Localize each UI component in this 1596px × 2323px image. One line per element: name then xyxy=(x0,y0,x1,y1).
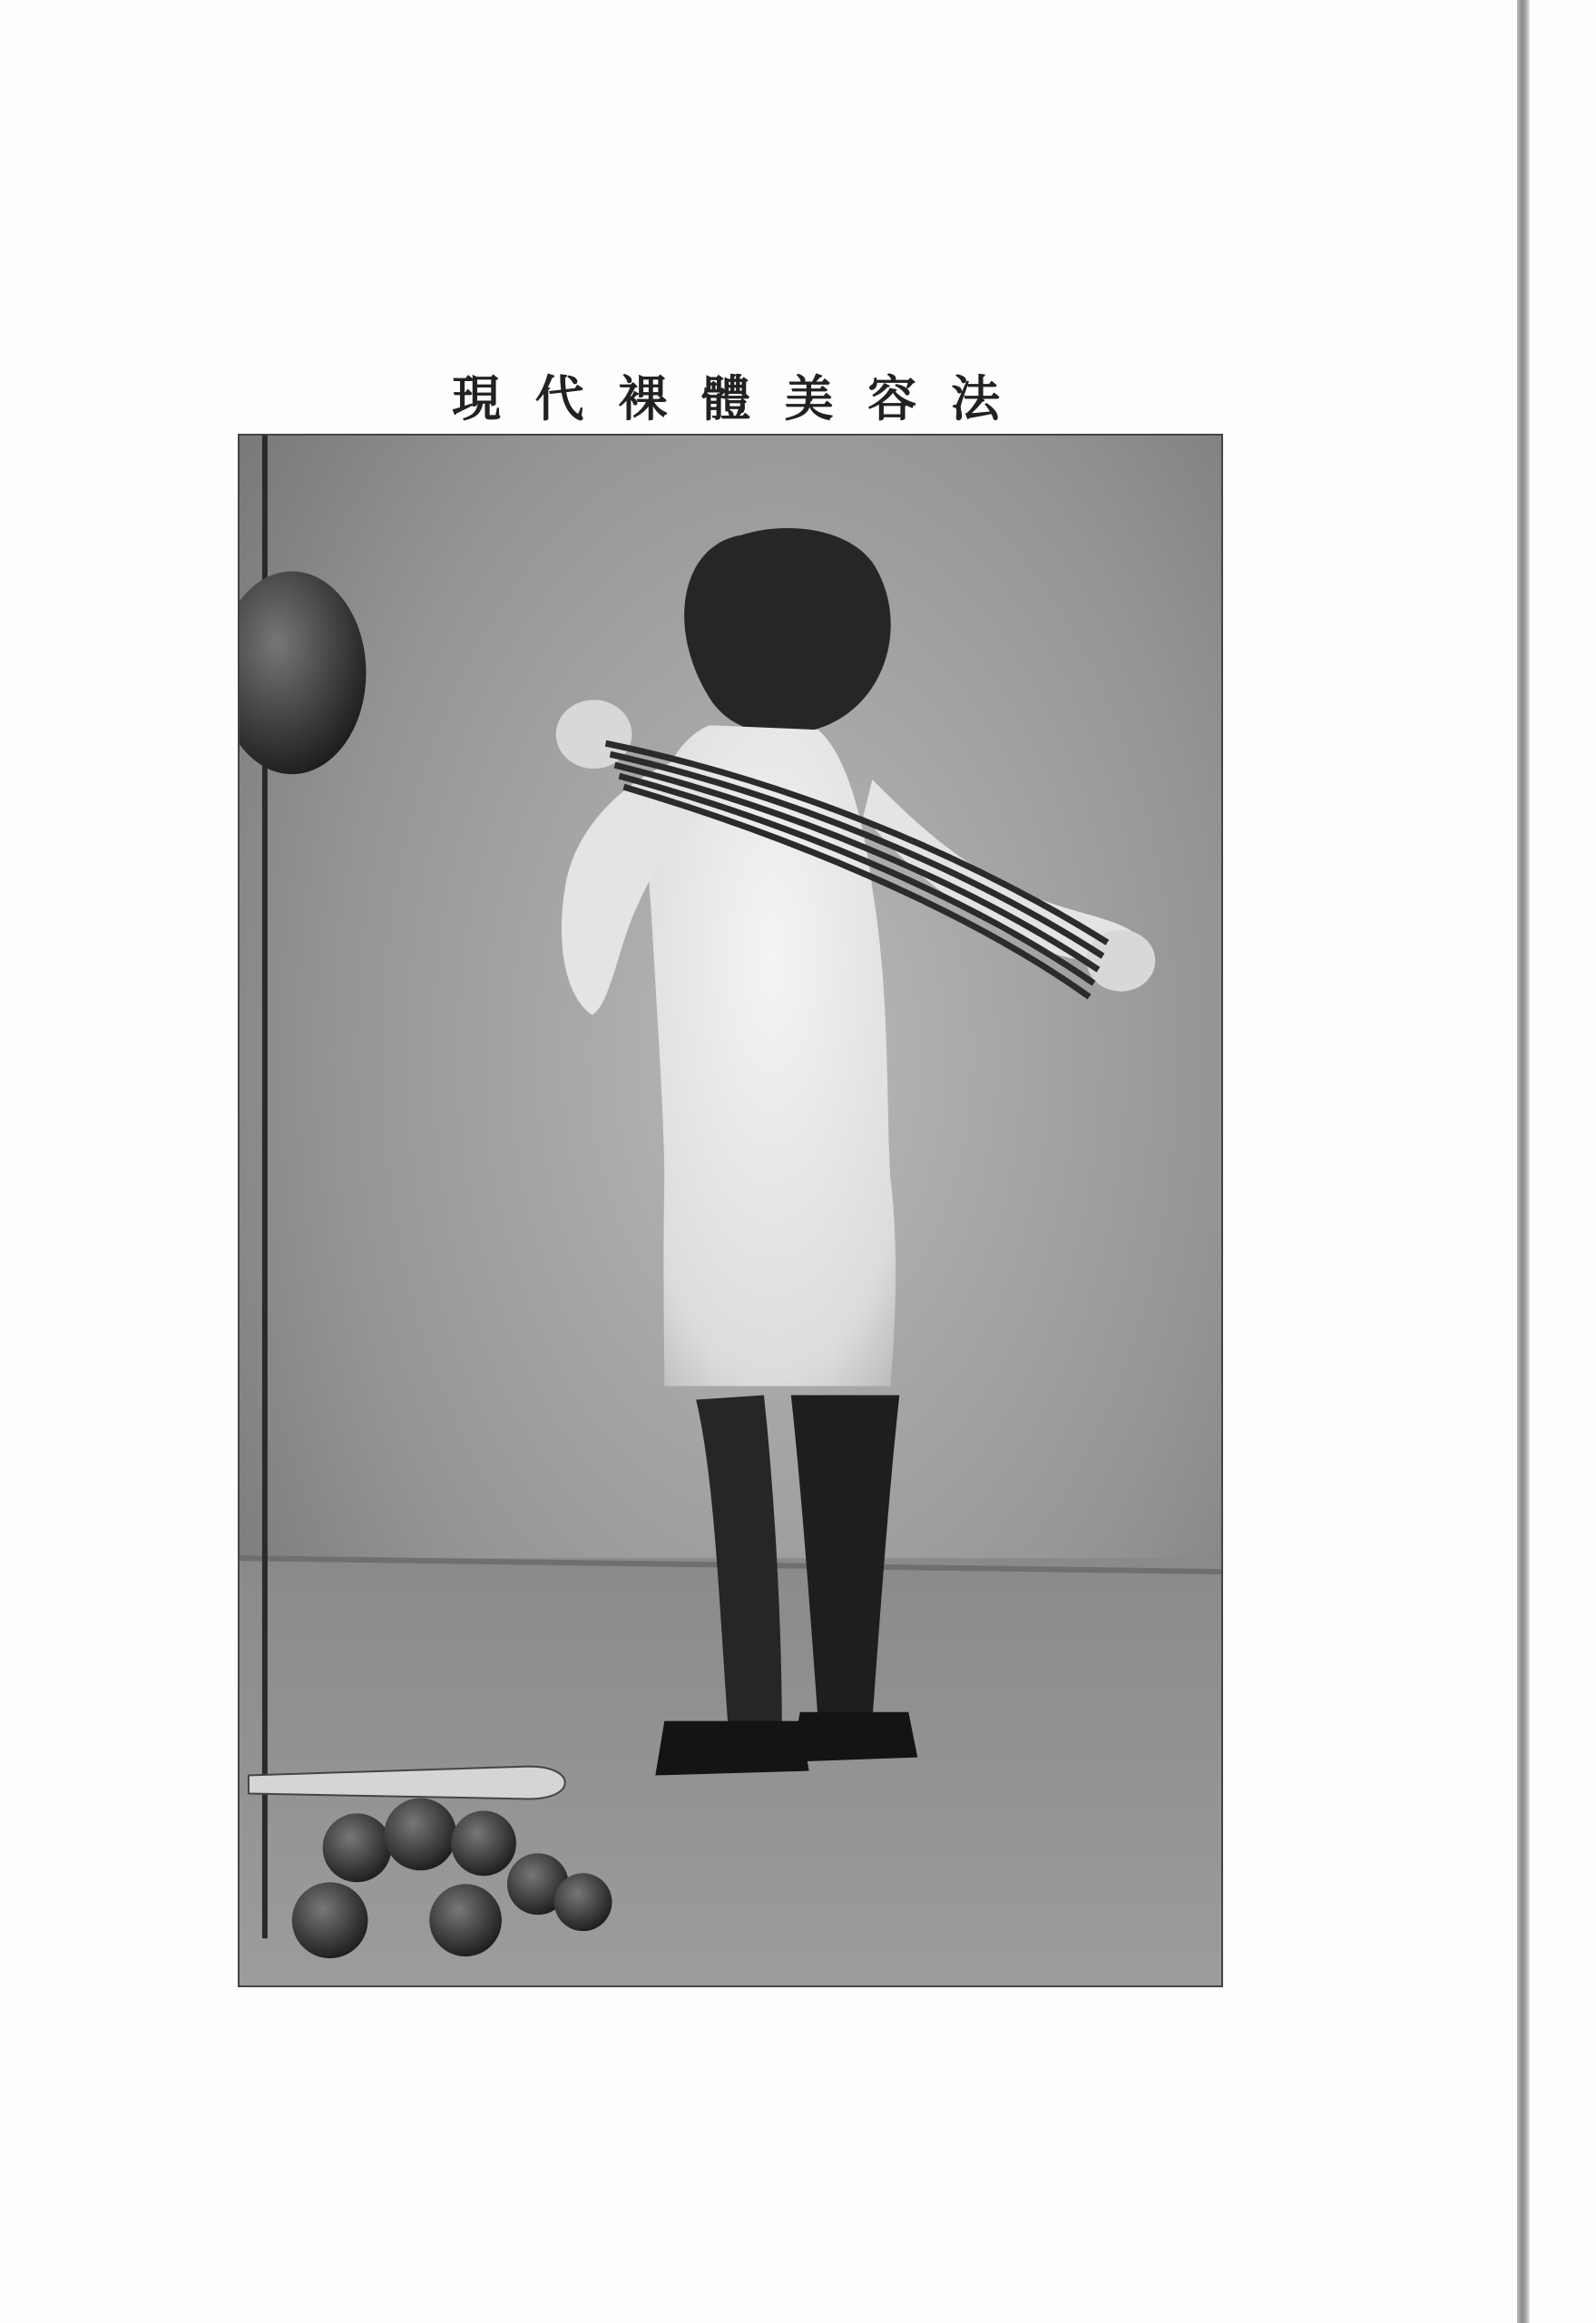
page-title xyxy=(445,358,1007,431)
left-shoe xyxy=(655,1721,808,1776)
exercise-photograph xyxy=(238,434,1223,1987)
title-char: 法 xyxy=(950,368,1000,427)
title-char: 容 xyxy=(867,368,917,427)
page-edge xyxy=(1517,0,1530,2323)
title-char: 代 xyxy=(534,368,584,427)
title-char: 美 xyxy=(784,368,834,427)
title-char: 現 xyxy=(452,368,501,427)
title-char: 體 xyxy=(700,368,750,427)
photo-illustration xyxy=(240,436,1221,1985)
title-char: 裸 xyxy=(618,368,668,427)
right-shoe xyxy=(791,1712,917,1762)
